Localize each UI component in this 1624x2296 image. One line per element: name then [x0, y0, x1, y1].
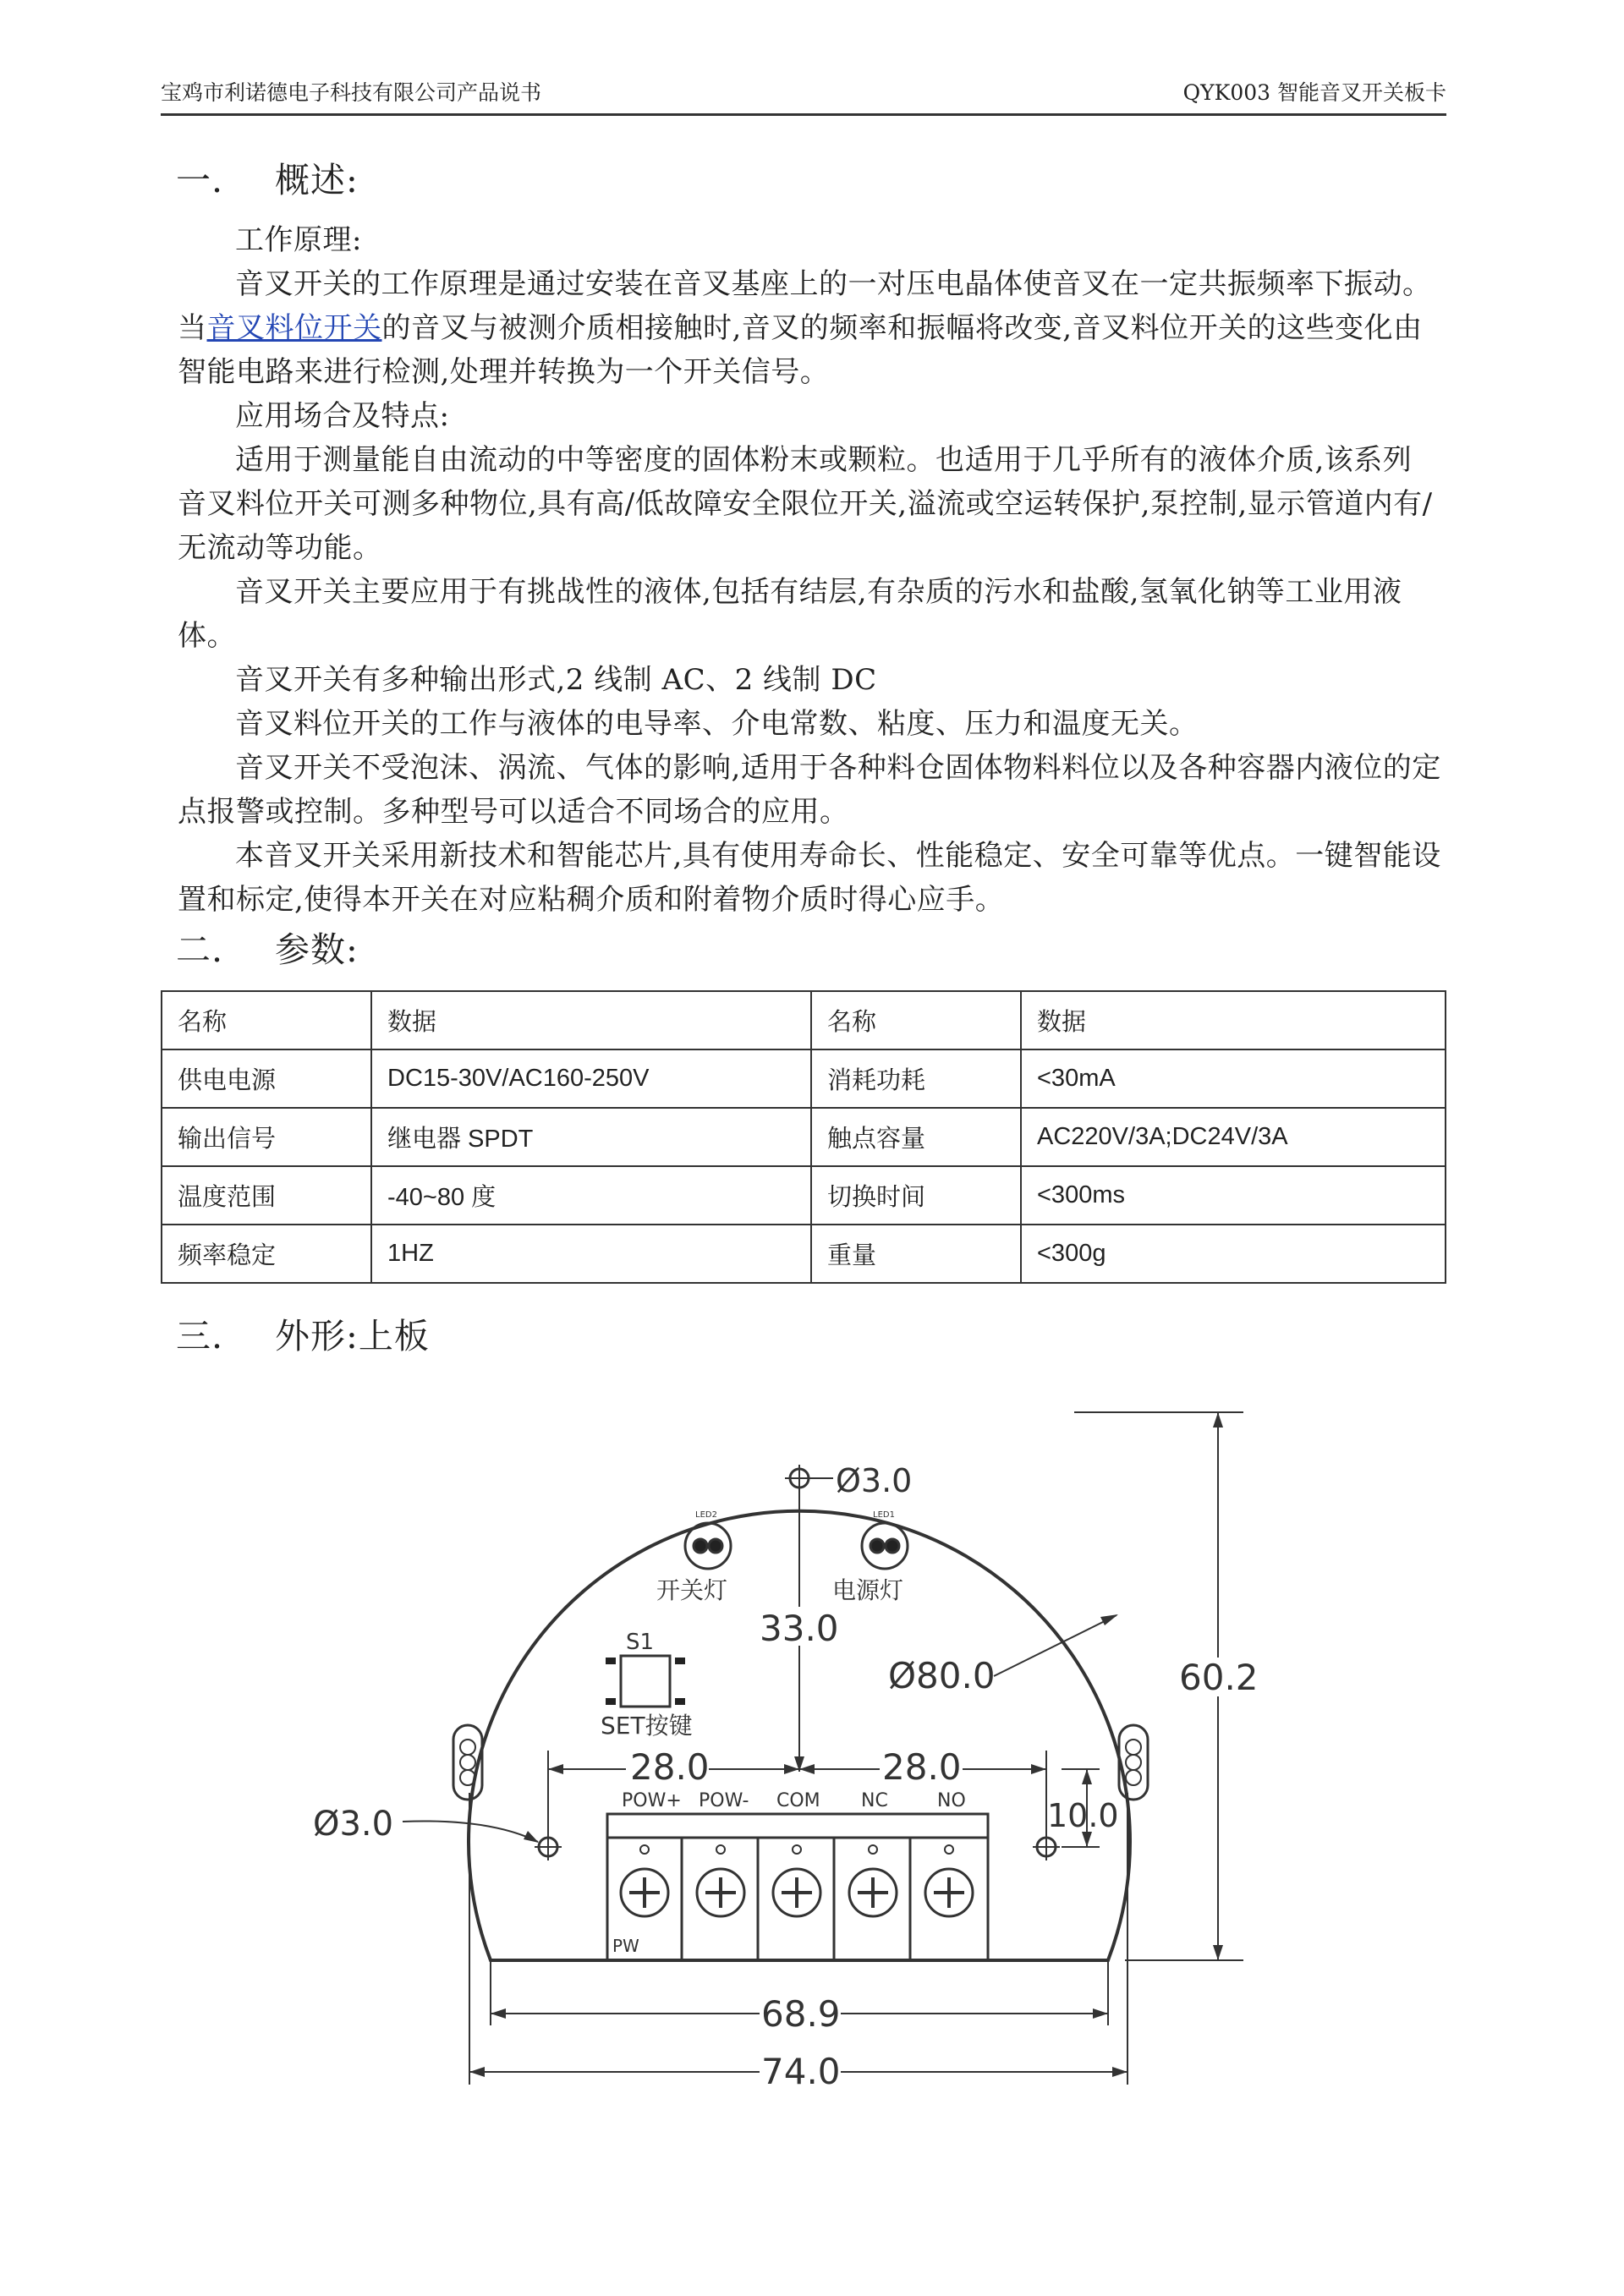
- paragraph: 工作原理:: [235, 223, 362, 257]
- switch-led-label: 开关灯: [656, 1576, 728, 1604]
- fork-level-switch-link[interactable]: 音叉料位开关: [206, 311, 382, 345]
- section-number: 三.: [176, 1316, 224, 1356]
- paragraph: 应用场合及特点:: [235, 399, 450, 433]
- set-key-icon: [606, 1656, 685, 1707]
- header-cell: 名称: [811, 991, 1021, 1049]
- right-bottom-hole-icon: [1033, 1833, 1060, 1860]
- set-key-label: SET按键: [601, 1712, 693, 1740]
- table-cell: -40~80 度: [371, 1166, 811, 1225]
- switch-led-icon: [685, 1523, 731, 1569]
- table-cell: <300g: [1021, 1225, 1446, 1283]
- table-cell: 消耗功耗: [811, 1049, 1021, 1108]
- section-title: 概述:: [275, 160, 359, 200]
- section-number: 二.: [176, 929, 224, 970]
- diameter-label: Ø80.0: [888, 1655, 996, 1696]
- table-cell: 输出信号: [162, 1108, 371, 1166]
- section-1-heading: [176, 152, 359, 202]
- top-hole-icon: [785, 1465, 814, 1492]
- left-bottom-hole-icon: [535, 1833, 562, 1860]
- paragraph: 适用于测量能自由流动的中等密度的固体粉末或颗粒。也适用于几乎所有的液体介质,该系列 音叉料位开关可测多种物位,具有高/低故障安全限位开关,溢流或空运转保护,泵控制,显示管道内有/无流动等功能。: [178, 443, 1433, 565]
- power-led-code: LED1: [873, 1510, 895, 1520]
- paragraph: 音叉开关主要应用于有挑战性的液体,包括有结层,有杂质的污水和盐酸,氢氧化钠等工业用液体。: [178, 575, 1402, 653]
- header-cell: 名称: [162, 991, 371, 1049]
- table-cell: DC15-30V/AC160-250V: [371, 1049, 811, 1108]
- dim-33-label: 33.0: [760, 1608, 839, 1649]
- table-cell: 温度范围: [162, 1166, 371, 1225]
- table-cell: 触点容量: [811, 1108, 1021, 1166]
- dim-74-label: 74.0: [761, 2051, 841, 2092]
- screw-icon: [849, 1869, 897, 1916]
- terminal-label: NO: [937, 1790, 966, 1811]
- table-cell: 供电电源: [162, 1049, 371, 1108]
- dim-28-left-label: 28.0: [630, 1746, 710, 1788]
- table-row: [162, 1225, 1446, 1283]
- dim-60-label: 60.2: [1179, 1657, 1259, 1698]
- section-3-heading: [176, 1308, 430, 1358]
- right-slot-icon: [1119, 1725, 1148, 1800]
- header-cell: 数据: [371, 991, 811, 1049]
- table-cell: <300ms: [1021, 1166, 1446, 1225]
- paragraph: 音叉料位开关的工作与液体的电导率、介电常数、粘度、压力和温度无关。: [235, 707, 1199, 741]
- paragraph: 音叉开关不受泡沫、涡流、气体的影响,适用于各种料仓固体物料料位以及各种容器内液位的定点报警或控制。多种型号可以适合不同场合的应用。: [178, 751, 1441, 829]
- dim-10-label: 10.0: [1047, 1797, 1119, 1834]
- top-hole-label: Ø3.0: [836, 1462, 913, 1499]
- screw-icon: [621, 1869, 668, 1916]
- screw-icon: [773, 1869, 820, 1916]
- section-number: 一.: [176, 160, 224, 200]
- header-cell: 数据: [1021, 991, 1446, 1049]
- table-cell: AC220V/3A;DC24V/3A: [1021, 1108, 1446, 1166]
- table-cell: 频率稳定: [162, 1225, 371, 1283]
- paragraph-with-link: 音叉开关的工作原理是通过安装在音叉基座上的一对压电晶体使音叉在一定共振频率下振动。当音叉料位开关的音叉与被测介质相接触时,音叉的频率和振幅将改变,音叉料位开关的这些变化由智能电路来进行检测,处理并转换为一个开关信号。: [178, 267, 1432, 389]
- section-title: 参数:: [275, 929, 359, 970]
- section-2-heading: [176, 922, 359, 972]
- parameters-table: [161, 990, 1446, 1284]
- table-cell: 继电器 SPDT: [371, 1108, 811, 1166]
- header-company: 宝鸡市利诺德电子科技有限公司产品说书: [161, 80, 542, 105]
- power-led-label: 电源灯: [832, 1576, 904, 1604]
- table-row: [162, 1049, 1446, 1108]
- table-cell: 1HZ: [371, 1225, 811, 1283]
- header-product: QYK003 智能音叉开关板卡: [1182, 80, 1446, 105]
- table-row: [162, 1166, 1446, 1225]
- table-cell: <30mA: [1021, 1049, 1446, 1108]
- terminal-label: POW-: [699, 1790, 749, 1811]
- dim-28-right-label: 28.0: [882, 1746, 962, 1788]
- power-led-icon: [862, 1523, 908, 1569]
- section-title: 外形:上板: [275, 1316, 430, 1356]
- overview-body: [178, 218, 1446, 922]
- terminal-label: NC: [861, 1790, 888, 1811]
- paragraph: 本音叉开关采用新技术和智能芯片,具有使用寿命长、性能稳定、安全可靠等优点。一键智能设置和标定,使得本开关在对应粘稠介质和附着物介质时得心应手。: [178, 839, 1441, 917]
- screw-icon: [697, 1869, 744, 1916]
- terminal-label: COM: [776, 1790, 820, 1811]
- s1-label: S1: [626, 1630, 655, 1655]
- table-row: [162, 1108, 1446, 1166]
- table-header-row: [162, 991, 1446, 1049]
- switch-led-code: LED2: [695, 1510, 717, 1520]
- screw-icon: [925, 1869, 973, 1916]
- paragraph: 音叉开关有多种输出形式,2 线制 AC、2 线制 DC: [235, 663, 877, 697]
- terminal-label: POW+: [622, 1790, 682, 1811]
- table-cell: 重量: [811, 1225, 1021, 1283]
- board-outline-drawing: [304, 1400, 1286, 2122]
- dim-689-label: 68.9: [761, 1993, 841, 2035]
- table-cell: 切换时间: [811, 1166, 1021, 1225]
- pw-label: PW: [612, 1936, 639, 1956]
- left-hole-label: Ø3.0: [313, 1805, 394, 1844]
- page-header: [161, 74, 1446, 116]
